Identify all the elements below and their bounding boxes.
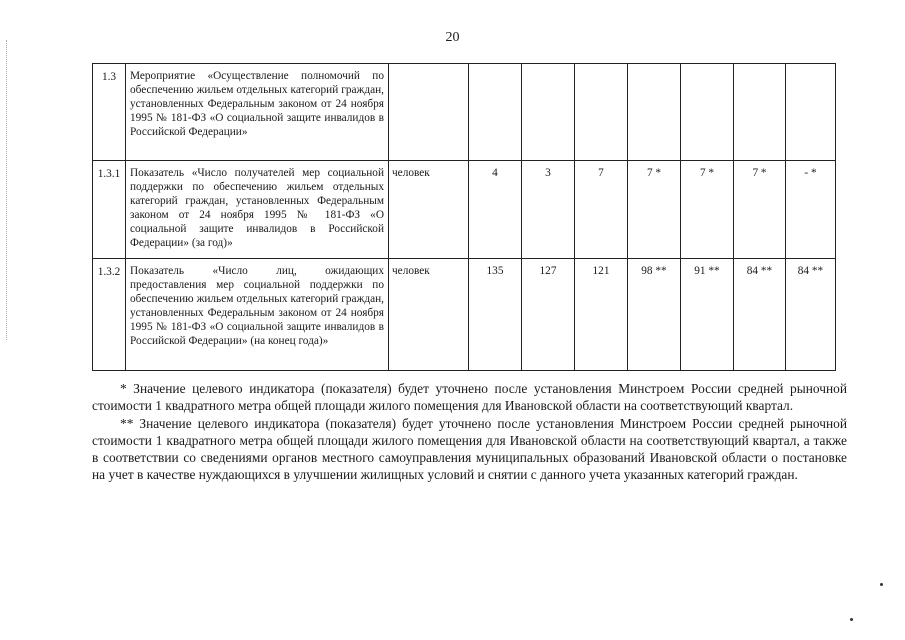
value-cell: 84 ** [734, 259, 786, 371]
value-cell [786, 64, 836, 161]
footnote-single-asterisk: * Значение целевого индикатора (показателя) будет уточнено после установления Минстроем России средней рыночной стоимости 1 квадратного метра общей площади жилого помещения для Ивановской области на соответствующий квартал. [92, 381, 847, 414]
value-cell: 98 ** [628, 259, 681, 371]
table-row [93, 161, 836, 259]
row-number: 1.3 [93, 64, 126, 161]
value-cell [522, 64, 575, 161]
scan-margin-marks [6, 40, 11, 340]
footnote-double-asterisk: ** Значение целевого индикатора (показателя) будет уточнено после установления Минстроем России средней рыночной стоимости 1 квадратного метра общей площади жилого помещения для Ивановской области на соответствующий квартал, а также в соответствии со сведениями органов местного самоуправления муниципальных образований Ивановской области о постановке на учет в качестве нуждающихся в улучшении жилищных условий и снятии с данного учета указанных категорий граждан. [92, 415, 847, 483]
value-cell: 127 [522, 259, 575, 371]
row-number: 1.3.2 [93, 259, 126, 371]
value-cell: 3 [522, 161, 575, 259]
row-unit [389, 64, 469, 161]
value-cell [628, 64, 681, 161]
scan-dot [880, 583, 883, 586]
value-cell: 135 [469, 259, 522, 371]
indicators-table [92, 63, 836, 371]
table-row [93, 259, 836, 371]
value-cell: 121 [575, 259, 628, 371]
value-cell: 84 ** [786, 259, 836, 371]
value-cell [734, 64, 786, 161]
value-cell: 4 [469, 161, 522, 259]
footnotes [92, 380, 847, 484]
row-name: Показатель «Число лиц, ожидающих предоставления мер социальной поддержки по обеспечению жильем отдельных категорий граждан, установленных Федеральным законом от 24 ноября 1995 № 181-ФЗ «О социальной защите инвалидов в Российской Федерации» (на конец года)» [126, 259, 389, 371]
value-cell [469, 64, 522, 161]
value-cell: 91 ** [681, 259, 734, 371]
row-unit: человек [389, 259, 469, 371]
row-number: 1.3.1 [93, 161, 126, 259]
row-name: Мероприятие «Осуществление полномочий по обеспечению жильем отдельных категорий граждан, установленных Федеральным законом от 24 ноября 1995 № 181-ФЗ «О социальной защите инвалидов в Российской Федерации» [126, 64, 389, 161]
value-cell [575, 64, 628, 161]
page-number: 20 [445, 30, 460, 45]
value-cell: 7 * [681, 161, 734, 259]
value-cell [681, 64, 734, 161]
value-cell: 7 [575, 161, 628, 259]
scan-dot [850, 618, 853, 621]
value-cell: - * [786, 161, 836, 259]
value-cell: 7 * [628, 161, 681, 259]
table-row [93, 64, 836, 161]
value-cell: 7 * [734, 161, 786, 259]
row-unit: человек [389, 161, 469, 259]
row-name: Показатель «Число получателей мер социальной поддержки по обеспечению жильем отдельных категорий граждан, установленных Федеральным законом от 24 ноября 1995 № 181-ФЗ «О социальной защите инвалидов в Российской Федерации» (за год)» [126, 161, 389, 259]
